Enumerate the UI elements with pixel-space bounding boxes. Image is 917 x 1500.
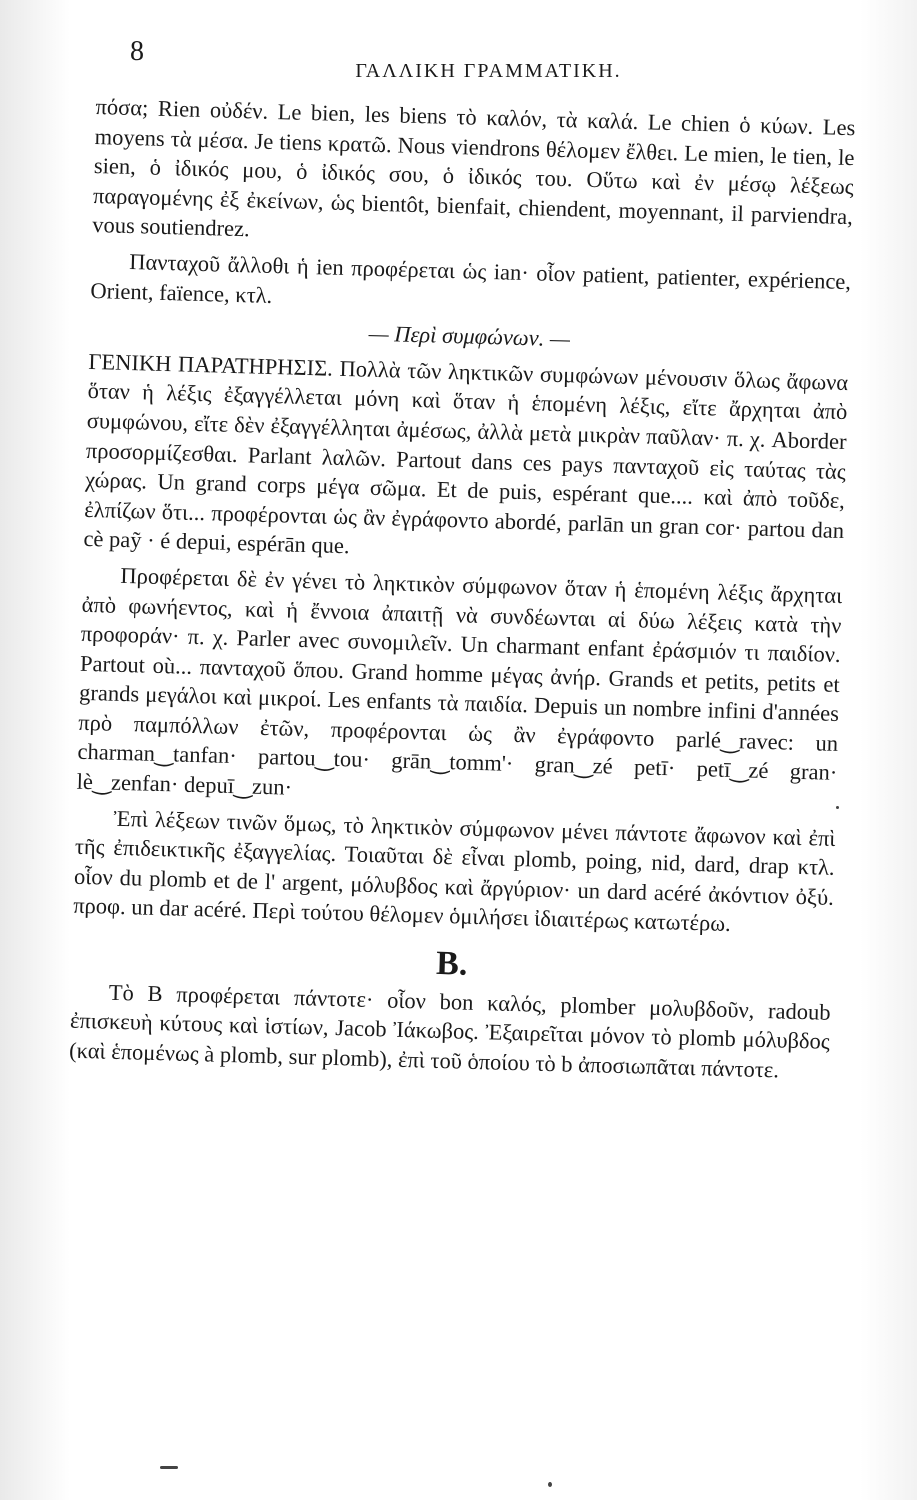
print-speck — [836, 806, 839, 809]
print-speck — [548, 1482, 552, 1487]
section-heading-consonants: — Περὶ συμφώνων. — — [368, 320, 571, 352]
body-text — [69, 92, 856, 1092]
page-number: 8 — [130, 36, 144, 67]
paragraph-general-remark: ΓΕΝΙΚΗ ΠΑΡΑΤΗΡΗΣΙΣ. Πολλὰ τῶν ληκτικῶν συμφώνων μένουσιν ὅλως ἄφωνα ὅταν ἡ λέξις ἐξαγγέλλεται μόνη καὶ ὅταν ἡ ἑπομένη λέξις, εἴτε ἄρχηται ἀπὸ συμφώνου, εἴτε δὲν ἐξαγγέλληται ἀμέσως, ἀλλὰ μετὰ μικρὰν παῦλαν· π. χ. Aborder προσορμίζεσθαι. Parlant λαλῶν. Partout dans ces pays πανταχοῦ εἰς ταύτας τὰς χώρας. Un grand corps μέγα σῶμα. Et de puis, espérant que.... καὶ ἀπὸ τοῦδε, ἐλπίζων ὅτι... προφέρονται ὡς ἂν ἐγράφοντο abordé, parlān un gran cor· partou dan cè paỹ · é depui, espérān que. — [83, 348, 849, 559]
running-head: ΓΑΛΛΙΚΗ ΓΡΑΜΜΑΤΙΚΗ. — [355, 60, 622, 82]
paragraph-1: πόσα; Rien οὐδέν. Le bien, les biens τὸ καλόν, τὰ καλά. Le chien ὁ κύων. Les moyens τὰ μέσα. Je tiens κρατῶ. Nous viendrons θέλομεν ἔλθει. Le mien, le tien, le sien, ὁ ἰδικός μου, ὁ ἰδικός σου, ὁ ἰδικός του. Οὕτω καὶ ἐν μέσῳ λέξεως παραγομένης ἐξ ἐκείνων, ὡς bientôt, bienfait, chiendent, moyennant, il parviendra, vous soutiendrez. — [91, 93, 856, 242]
paragraph-5: Ἐπὶ λέξεων τινῶν ὅμως, τὸ ληκτικὸν σύμφωνον μένει πάντοτε ἄφωνον καὶ ἐπὶ τῆς ἐπιδεικτικῆς ἐξαγγελίας. Τοιαῦται δὲ εἶναι plomb, poing, nid, dard, drap κτλ. οἷον du plomb et de l' argent, μόλυβδος καὶ ἄργύριον· un dard acéré ἀκόντιον ὀξύ. προφ. un dar acéré. Περὶ τούτου θέλομεν ὁμιλήσει ἰδιαιτέρως κατωτέρω. — [72, 805, 836, 937]
paragraph-2: Πανταχοῦ ἄλλοθι ἡ ien προφέρεται ὡς ian· οἷον patient, patienter, expérience, Orient, faïence, κτλ. — [90, 248, 852, 308]
paragraph-4: Προφέρεται δὲ ἐν γένει τὸ ληκτικὸν σύμφωνον ὅταν ἡ ἑπομένη λέξις ἄρχηται ἀπὸ φωνήεντος, καὶ ἡ ἔννοια ἀπαιτῇ νὰ συνδέωνται αἱ δύω λέξεις κατὰ τὴν προφοράν· π. χ. Parler avec συνομιλεῖν. Un charmant enfant ἐράσμιόν τι παιδίον. Partout où... πανταχοῦ ὅπου. Grand homme μέγας ἀνήρ. Grands et petits, petits et grands μεγάλοι καὶ μικροί. Les enfants τὰ παιδία. Depuis un nombre infini d'années πρὸ παμπόλλων ἐτῶν, προφέρονται ὡς ἂν ἐγράφοντο parlé‿ravec: un charman‿tanfan· partou‿tou· grān‿tomm'· gran‿zé petī· petī‿zé gran· lè‿zenfan· depuī‿zun· — [76, 562, 843, 800]
print-speck — [160, 1466, 178, 1469]
paragraph-b: Τὸ B προφέρεται πάντοτε· οἷον bon καλός, plomber μολυβδοῦν, radoub ἐπισκευὴ κύτους καὶ ἱστίων, Jacob Ἰάκωβος. Ἐξαιρεῖται μόνον τὸ plomb μόλυβδος (καὶ ἑπομένως à plomb, sur plomb), ἐπὶ τοῦ ὁποίου τὸ b ἀποσιωπᾶται πάντοτε. — [68, 979, 831, 1083]
section-letter-b: B. — [435, 944, 468, 983]
